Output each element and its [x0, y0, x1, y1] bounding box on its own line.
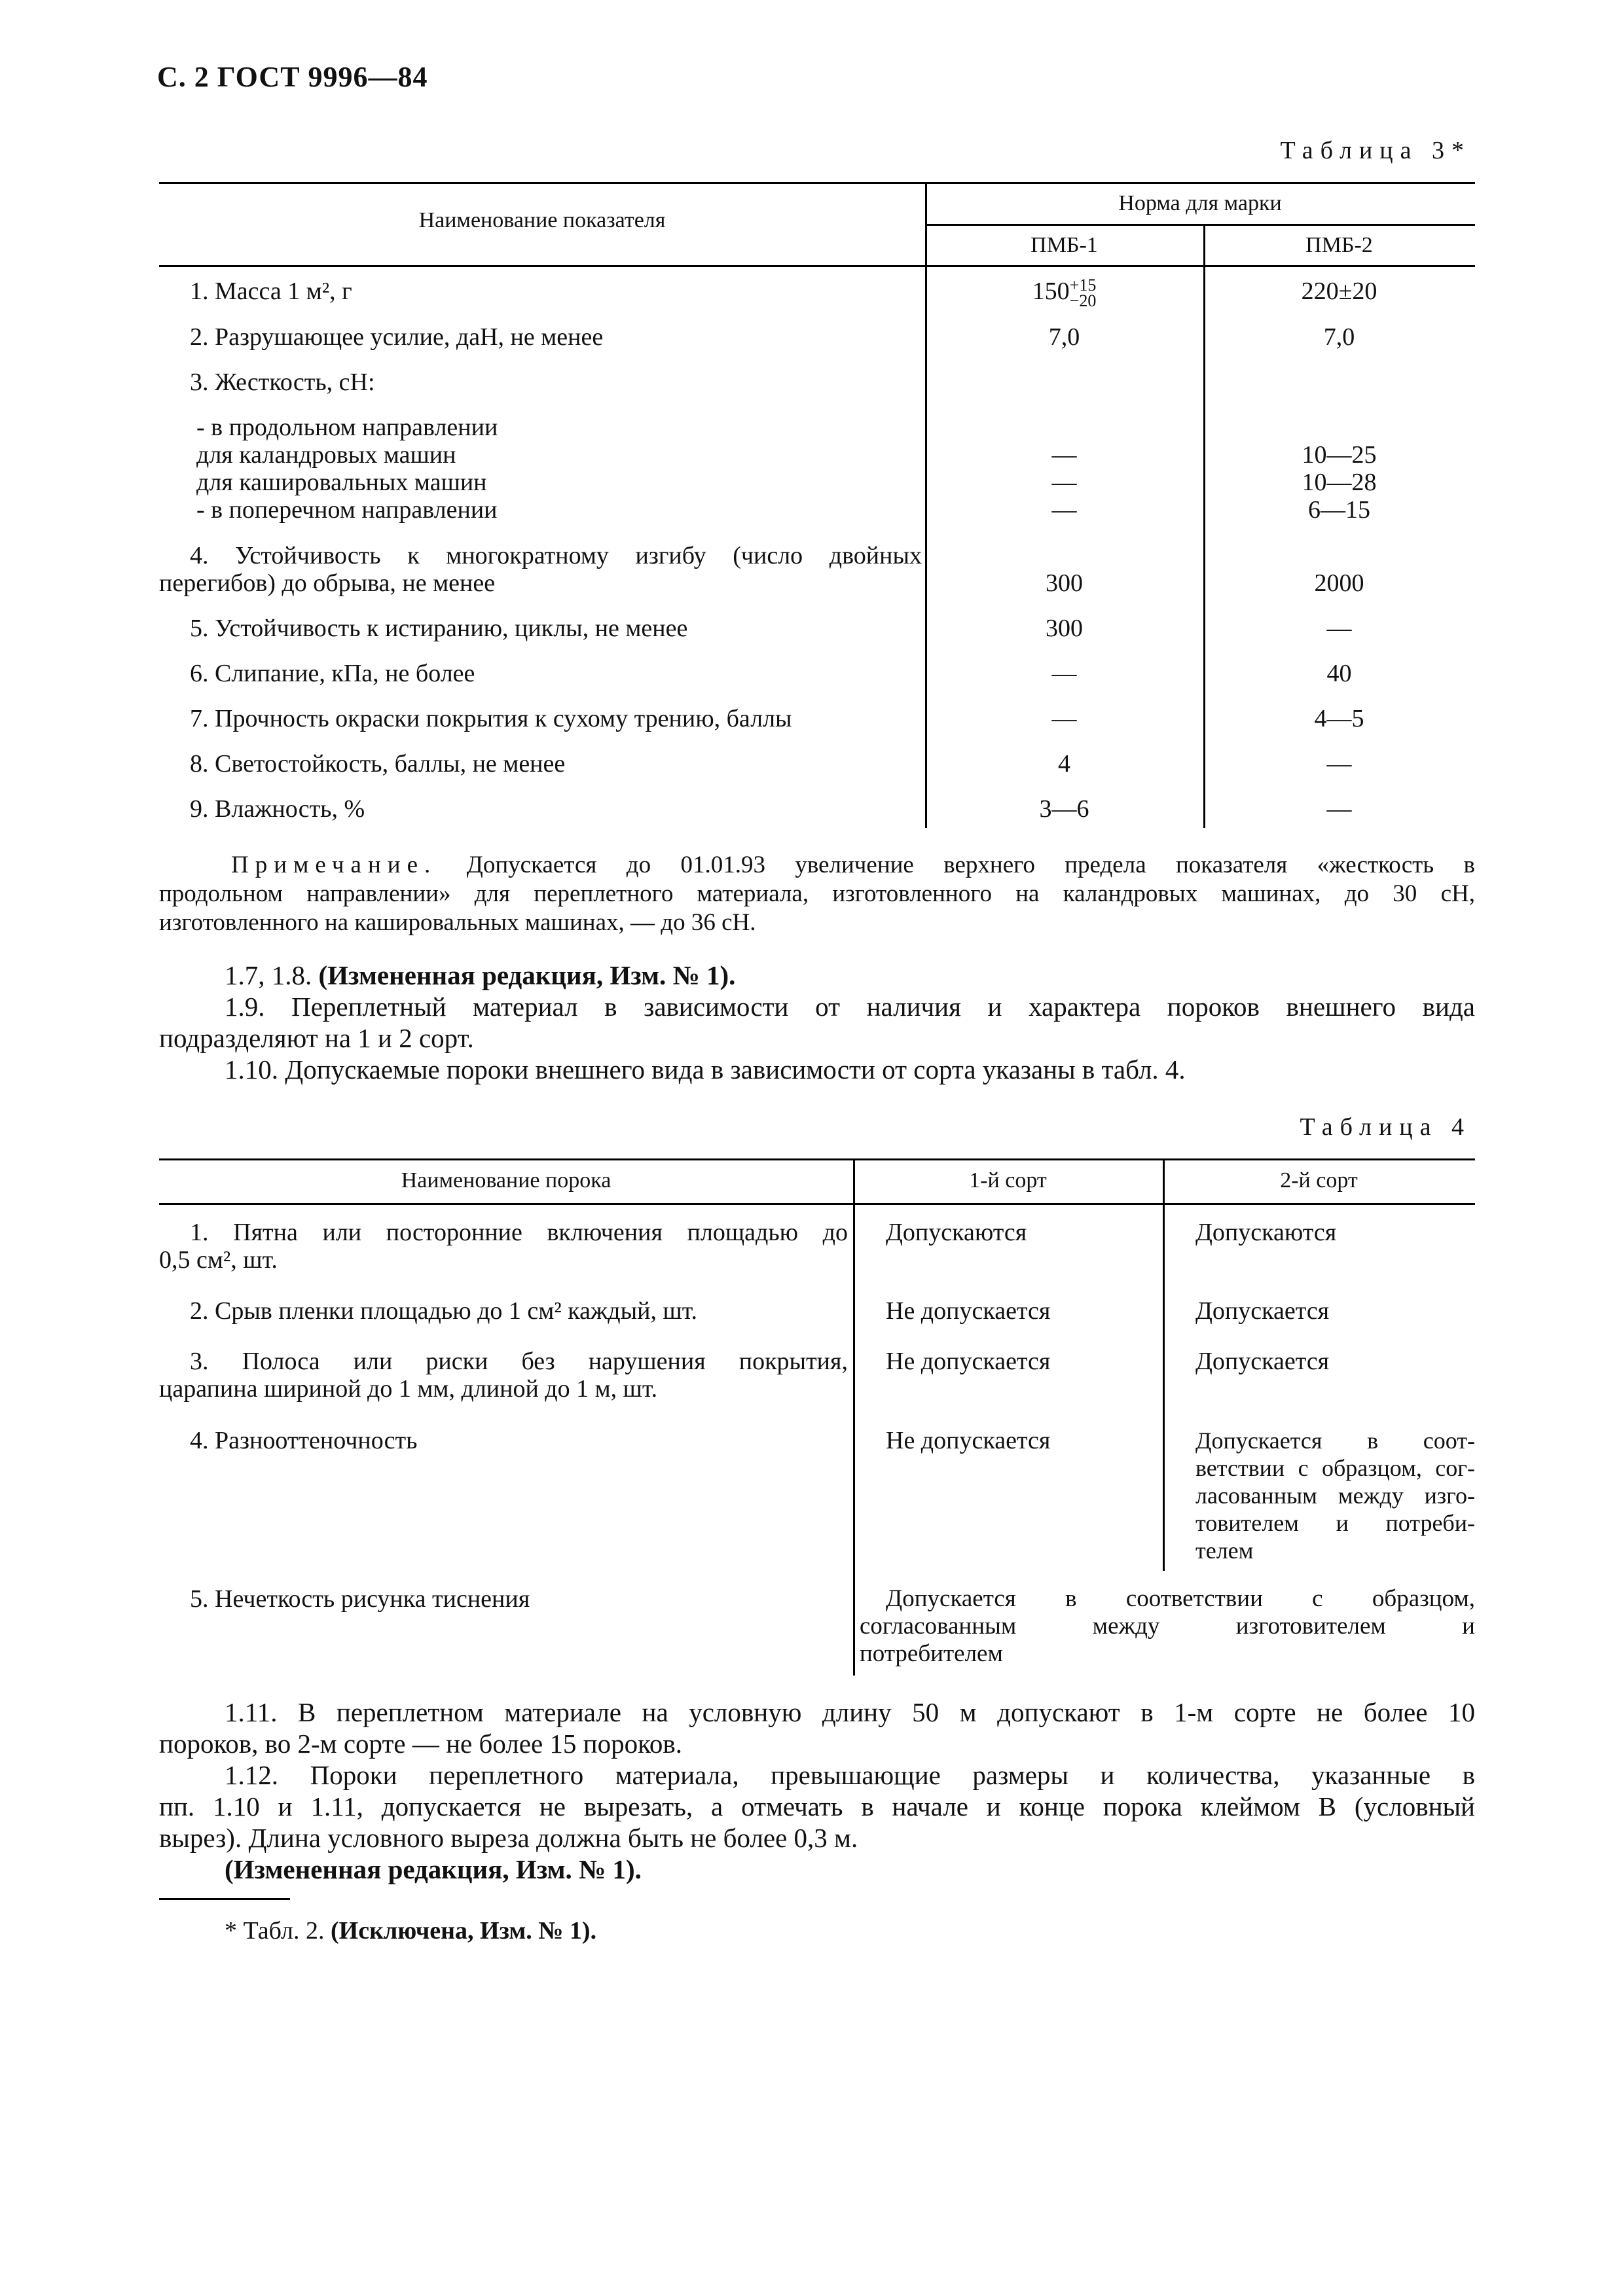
para-1-12-line-1: 1.12. Пороки переплетного материала, превышающие размеры и количества, указанные в — [225, 1760, 1475, 1790]
table4-row2-grade1: Не допускается — [886, 1297, 1051, 1325]
grade2-line-4: товителем и потреби- — [1195, 1510, 1475, 1536]
table3-top-rule — [159, 182, 1475, 184]
table4-row4-grade1: Не допускается — [886, 1427, 1051, 1454]
merged-line-2: согласованным между изготовителем и — [860, 1613, 1475, 1640]
table3-row3-name: 3. Жесткость, сН: — [190, 368, 375, 396]
table3-row1-pmb2: 220±20 — [1301, 278, 1377, 305]
table3-row4-line2: перегибов) до обрыва, не менее — [159, 569, 496, 597]
footnote — [225, 1916, 596, 1945]
note-line-1 — [159, 851, 1475, 880]
table4-row1-grade2: Допускаются — [1195, 1219, 1337, 1246]
note-label: Примечание. — [231, 852, 437, 878]
table3-col-norm: Норма для марки — [1118, 191, 1282, 215]
table3-row8-name: 8. Светостойкость, баллы, не менее — [190, 750, 566, 778]
grade2-line-3: ласованным между изго- — [1195, 1482, 1475, 1509]
table4-row2-name: 2. Срыв пленки площадью до 1 см² каждый, шт. — [190, 1297, 697, 1325]
table3-row9-name: 9. Влажность, % — [190, 795, 365, 823]
table4-col-divider-2 — [1163, 1158, 1165, 1571]
table4-row3-line1: 3. Полоса или риски без нарушения покрытия, — [190, 1348, 848, 1375]
mass-tolerance — [1070, 278, 1097, 309]
table3-row3-pmb2-a: 10—25 — [1302, 441, 1377, 469]
para-1-9-line-2: подразделяют на 1 и 2 сорт. — [159, 1023, 474, 1053]
para-1-10: 1.10. Допускаемые пороки внешнего вида в зависимости от сорта указаны в табл. 4. — [225, 1054, 1186, 1085]
grade2-line-5: телем — [1195, 1537, 1254, 1564]
para-1-12-line-3: вырез). Длина условного выреза должна быть не более 0,3 м. — [159, 1823, 858, 1853]
table3-row7-pmb2: 4—5 — [1314, 705, 1364, 732]
footnote-bold: (Исключена, Изм. № 1). — [330, 1917, 597, 1945]
table3-row3-pmb1-c: — — [1051, 496, 1077, 524]
table3-row3-pmb1-b: — — [1051, 469, 1077, 496]
table3-col-pmb2: ПМБ-2 — [1305, 233, 1373, 257]
table4-header-rule — [159, 1203, 1475, 1205]
table4-col-grade1: 1-й сорт — [969, 1168, 1047, 1193]
table3-col-pmb1: ПМБ-1 — [1030, 233, 1098, 257]
table4-top-rule — [159, 1158, 1475, 1160]
mass-value: 150 — [1032, 278, 1070, 305]
table3-row6-pmb2: 40 — [1326, 660, 1352, 687]
para-1-7-bold: (Измененная редакция, Изм. № 1). — [318, 960, 736, 990]
table3-col-divider-2 — [1203, 224, 1205, 828]
table4-row4-grade2 — [1195, 1427, 1475, 1564]
table3-row3-pmb2-c: 6—15 — [1308, 496, 1370, 524]
table3-row5-pmb2: — — [1326, 615, 1352, 642]
table3-caption: Таблица 3* — [1280, 137, 1471, 164]
table3-row6-pmb1: — — [1051, 660, 1077, 687]
para-1-12-line-2: пп. 1.10 и 1.11, допускается не вырезать, а отмечать в начале и конце порока клеймом В (условный — [159, 1791, 1475, 1821]
paragraphs-1-11-to-1-12 — [159, 1696, 1475, 1885]
table3-row3-sub4: - в поперечном направлении — [196, 496, 498, 524]
table4-row3-line2: царапина шириной до 1 мм, длиной до 1 м, шт. — [159, 1375, 658, 1403]
table3-row3-pmb1-a: — — [1051, 441, 1077, 469]
para-1-7 — [159, 960, 1475, 991]
table3-row8-pmb2: — — [1326, 750, 1352, 778]
table4-row5-name: 5. Нечеткость рисунка тиснения — [190, 1585, 530, 1613]
table3-row3-sub3: для кашировальных машин — [196, 469, 487, 496]
table3-row7-pmb1: — — [1051, 705, 1077, 732]
tolerance-plus: +15 — [1069, 276, 1097, 295]
para-1-11-line-1: 1.11. В переплетном материале на условную длину 50 м допускают в 1-м сорте не более 10 — [225, 1697, 1475, 1727]
para-1-11-line-2: пороков, во 2-м сорте — не более 15 пороков. — [159, 1729, 683, 1759]
table3-row3-sub2: для каландровых машин — [196, 441, 456, 469]
table4-col-grade2: 2-й сорт — [1280, 1168, 1358, 1193]
table3-subheader-rule — [925, 224, 1475, 226]
table3-row1-pmb1 — [925, 278, 1203, 309]
table3-row4-pmb1: 300 — [1046, 569, 1083, 597]
table4-row1-line1: 1. Пятна или посторонние включения площадью до — [190, 1219, 848, 1246]
table3-row2-pmb2: 7,0 — [1323, 323, 1355, 351]
note-line-3: изготовленного на кашировальных машинах, — до 36 сН. — [159, 909, 756, 936]
table4-row2-grade2: Допускается — [1195, 1297, 1330, 1325]
para-1-9-line-1: 1.9. Переплетный материал в зависимости от наличия и характера пороков внешнего вида — [225, 992, 1475, 1022]
table3-note — [159, 851, 1475, 937]
table4-caption: Таблица 4 — [1300, 1113, 1471, 1141]
para-1-7-num: 1.7, 1.8. — [225, 960, 312, 990]
page-header: С. 2 ГОСТ 9996—84 — [157, 61, 428, 93]
table3-row5-name: 5. Устойчивость к истиранию, циклы, не менее — [190, 615, 688, 642]
paragraphs-1-7-to-1-10 — [159, 960, 1475, 1085]
table3-row9-pmb2: — — [1326, 795, 1352, 823]
table3-row3-sub1: - в продольном направлении — [196, 414, 498, 441]
table3-row5-pmb1: 300 — [1046, 615, 1083, 642]
footnote-rule — [159, 1898, 290, 1900]
table3-row9-pmb1: 3—6 — [1039, 795, 1089, 823]
note-line-2: продольном направлении» для переплетного материала, изготовленного на каландровых машинах, до 30 сН, — [159, 880, 1475, 907]
table3-row7-name: 7. Прочность окраски покрытия к сухому трению, баллы — [190, 705, 792, 732]
table4-row1-line2: 0,5 см², шт. — [159, 1246, 278, 1274]
para-1-12-amendment — [159, 1854, 1475, 1885]
table3-col-name: Наименование показателя — [418, 208, 666, 232]
table4-col-name: Наименование порока — [401, 1168, 611, 1193]
grade2-line-2: ветствии с образцом, сог- — [1195, 1455, 1475, 1481]
tolerance-minus: −20 — [1069, 291, 1097, 311]
note-text-1: Допускается до 01.01.93 увеличение верхнего предела показателя «жесткость в — [466, 852, 1475, 878]
table3-row2-name: 2. Разрушающее усилие, даН, не менее — [190, 323, 604, 351]
table3-row1-name: 1. Масса 1 м², г — [190, 278, 352, 305]
merged-line-3: потребителем — [860, 1640, 1003, 1667]
table4-col-divider-1 — [853, 1158, 855, 1676]
footnote-text: * Табл. 2. — [225, 1917, 325, 1945]
table3-row4-line1: 4. Устойчивость к многократному изгибу (число двойных — [190, 542, 922, 569]
table3-row8-pmb1: 4 — [1058, 750, 1070, 778]
grade2-line-1: Допускается в соот- — [1195, 1427, 1475, 1454]
table3-row6-name: 6. Слипание, кПа, не более — [190, 660, 475, 687]
merged-line-1: Допускается в соответствии с образцом, — [886, 1585, 1475, 1612]
table3-row3-pmb2-b: 10—28 — [1302, 469, 1377, 496]
amendment-bold: (Измененная редакция, Изм. № 1). — [225, 1854, 642, 1884]
table4-row4-name: 4. Разнооттеночность — [190, 1427, 418, 1454]
table3-header-rule — [159, 265, 1475, 267]
table4-row1-grade1: Допускаются — [886, 1219, 1027, 1246]
table4-row3-grade1: Не допускается — [886, 1348, 1051, 1375]
table3-row4-pmb2: 2000 — [1314, 569, 1364, 597]
table3-row2-pmb1: 7,0 — [1048, 323, 1080, 351]
table4-row5-grades — [860, 1585, 1475, 1668]
table4-row3-grade2: Допускается — [1195, 1348, 1330, 1375]
